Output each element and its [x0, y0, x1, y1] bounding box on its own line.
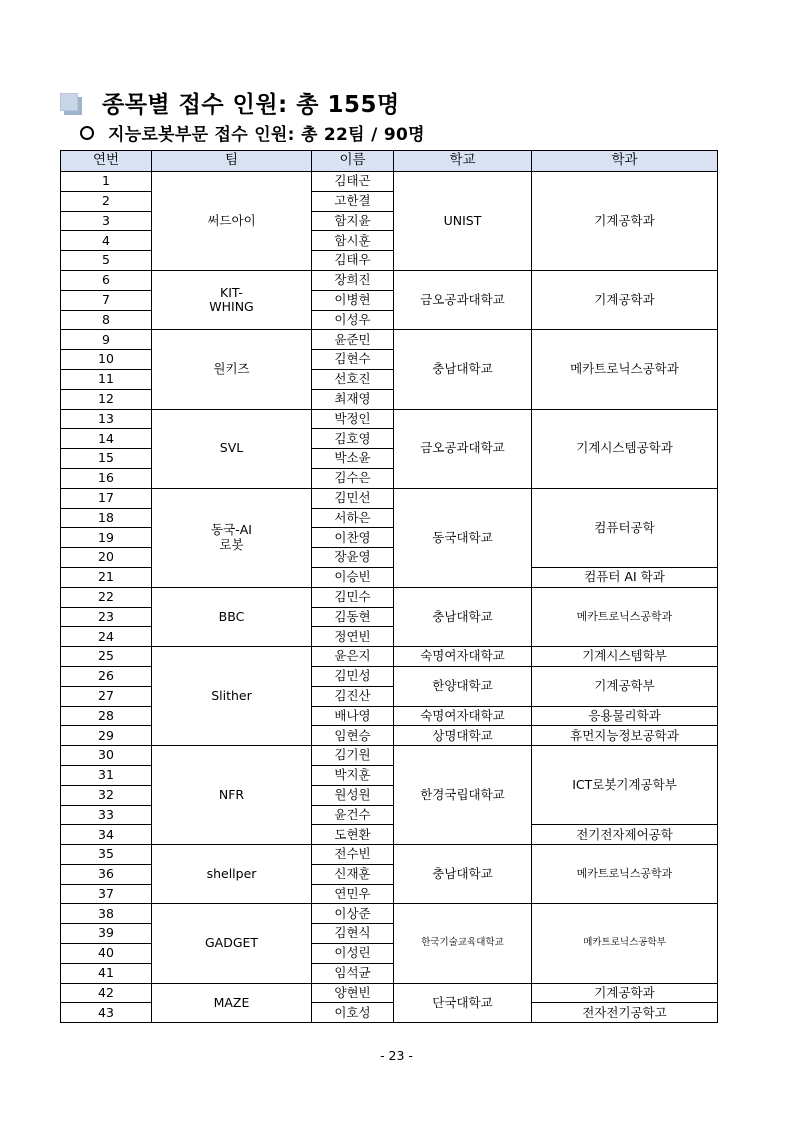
- row-number: 28: [61, 706, 152, 726]
- school-name: 숙명여자대학교: [394, 647, 532, 667]
- school-name: 숙명여자대학교: [394, 706, 532, 726]
- row-number: 2: [61, 191, 152, 211]
- row-number: 6: [61, 270, 152, 290]
- member-name: 정연빈: [312, 627, 394, 647]
- member-name: 장희진: [312, 270, 394, 290]
- row-number: 43: [61, 1003, 152, 1023]
- row-number: 30: [61, 746, 152, 766]
- team-name: BBC: [152, 587, 312, 646]
- department-name: 기계시스템공학과: [532, 409, 718, 488]
- row-number: 19: [61, 528, 152, 548]
- member-name: 이성린: [312, 944, 394, 964]
- member-name: 원성원: [312, 785, 394, 805]
- member-name: 함시훈: [312, 231, 394, 251]
- row-number: 41: [61, 963, 152, 983]
- member-name: 선호진: [312, 369, 394, 389]
- school-name: UNIST: [394, 172, 532, 271]
- member-name: 연민우: [312, 884, 394, 904]
- member-name: 이병현: [312, 290, 394, 310]
- member-name: 김호영: [312, 429, 394, 449]
- department-name: 컴퓨터 AI 학과: [532, 567, 718, 587]
- member-name: 김기원: [312, 746, 394, 766]
- row-number: 22: [61, 587, 152, 607]
- table-row: [61, 746, 718, 766]
- member-name: 양현빈: [312, 983, 394, 1003]
- team-name: shellper: [152, 845, 312, 904]
- table-row: [61, 587, 718, 607]
- member-name: 고한결: [312, 191, 394, 211]
- row-number: 8: [61, 310, 152, 330]
- department-name: 기계공학과: [532, 983, 718, 1003]
- team-name: KIT- WHING: [152, 270, 312, 329]
- department-name: 메카트로닉스공학과: [532, 330, 718, 409]
- member-name: 윤은지: [312, 647, 394, 667]
- department-name: ICT로봇기계공학부: [532, 746, 718, 825]
- row-number: 32: [61, 785, 152, 805]
- row-number: 24: [61, 627, 152, 647]
- row-number: 15: [61, 449, 152, 469]
- row-number: 39: [61, 924, 152, 944]
- member-name: 김민선: [312, 488, 394, 508]
- school-name: 금오공과대학교: [394, 409, 532, 488]
- member-name: 김태곤: [312, 172, 394, 192]
- department-name: 메카트로닉스공학과: [532, 587, 718, 646]
- department-name: 응용물리학과: [532, 706, 718, 726]
- team-name: GADGET: [152, 904, 312, 983]
- team-name: SVL: [152, 409, 312, 488]
- department-name: 전자전기공학고: [532, 1003, 718, 1023]
- page-number: - 23 -: [380, 1048, 413, 1063]
- table-body: [61, 172, 718, 1023]
- row-number: 27: [61, 686, 152, 706]
- member-name: 김민수: [312, 587, 394, 607]
- member-name: 신재훈: [312, 864, 394, 884]
- row-number: 35: [61, 845, 152, 865]
- row-number: 42: [61, 983, 152, 1003]
- school-name: 한국기술교육대학교: [394, 904, 532, 983]
- table-row: [61, 647, 718, 667]
- row-number: 1: [61, 172, 152, 192]
- subheading-text: 지능로봇부문 접수 인원: 총 22팀 / 90명: [108, 125, 425, 145]
- member-name: 박소윤: [312, 449, 394, 469]
- row-number: 21: [61, 567, 152, 587]
- team-name: 동국-AI 로봇: [152, 488, 312, 587]
- header-number: 연번: [61, 151, 152, 172]
- school-name: 단국대학교: [394, 983, 532, 1023]
- row-number: 26: [61, 666, 152, 686]
- member-name: 전수빈: [312, 845, 394, 865]
- team-name: Slither: [152, 647, 312, 746]
- row-number: 40: [61, 944, 152, 964]
- row-number: 20: [61, 548, 152, 568]
- team-name: 원키즈: [152, 330, 312, 409]
- row-number: 25: [61, 647, 152, 667]
- row-number: 7: [61, 290, 152, 310]
- row-number: 4: [61, 231, 152, 251]
- row-number: 23: [61, 607, 152, 627]
- department-name: 전기전자제어공학: [532, 825, 718, 845]
- school-name: 충남대학교: [394, 587, 532, 646]
- member-name: 김현수: [312, 350, 394, 370]
- member-name: 이성우: [312, 310, 394, 330]
- row-number: 36: [61, 864, 152, 884]
- department-name: 메카트로닉스공학부: [532, 904, 718, 983]
- header-team: 팀: [152, 151, 312, 172]
- member-name: 김현식: [312, 924, 394, 944]
- member-name: 박지훈: [312, 765, 394, 785]
- row-number: 33: [61, 805, 152, 825]
- member-name: 임석균: [312, 963, 394, 983]
- row-number: 16: [61, 468, 152, 488]
- member-name: 김동현: [312, 607, 394, 627]
- member-name: 최재영: [312, 389, 394, 409]
- row-number: 14: [61, 429, 152, 449]
- department-name: 메카트로닉스공학과: [532, 845, 718, 904]
- row-number: 17: [61, 488, 152, 508]
- department-name: 컴퓨터공학: [532, 488, 718, 567]
- table-row: [61, 330, 718, 350]
- team-name: MAZE: [152, 983, 312, 1023]
- table-row: [61, 270, 718, 290]
- row-number: 31: [61, 765, 152, 785]
- header-department: 학과: [532, 151, 718, 172]
- member-name: 이상준: [312, 904, 394, 924]
- registration-table: [60, 150, 718, 1023]
- department-name: 기계공학과: [532, 172, 718, 271]
- row-number: 34: [61, 825, 152, 845]
- member-name: 임현승: [312, 726, 394, 746]
- section-heading: [60, 86, 400, 119]
- row-number: 10: [61, 350, 152, 370]
- school-name: 상명대학교: [394, 726, 532, 746]
- circle-bullet-icon: [80, 126, 94, 140]
- square-bullet-icon: [60, 93, 80, 113]
- department-name: 기계시스템학부: [532, 647, 718, 667]
- row-number: 37: [61, 884, 152, 904]
- member-name: 김수은: [312, 468, 394, 488]
- row-number: 9: [61, 330, 152, 350]
- row-number: 3: [61, 211, 152, 231]
- department-name: 기계공학과: [532, 270, 718, 329]
- row-number: 18: [61, 508, 152, 528]
- member-name: 윤건수: [312, 805, 394, 825]
- member-name: 도현환: [312, 825, 394, 845]
- member-name: 이찬영: [312, 528, 394, 548]
- member-name: 윤준민: [312, 330, 394, 350]
- school-name: 충남대학교: [394, 330, 532, 409]
- heading-text: 종목별 접수 인원: 총 155명: [102, 92, 400, 118]
- row-number: 11: [61, 369, 152, 389]
- department-name: 휴먼지능정보공학과: [532, 726, 718, 746]
- header-name: 이름: [312, 151, 394, 172]
- member-name: 김태우: [312, 251, 394, 271]
- department-name: 기계공학부: [532, 666, 718, 706]
- member-name: 김진산: [312, 686, 394, 706]
- member-name: 이승빈: [312, 567, 394, 587]
- member-name: 이호성: [312, 1003, 394, 1023]
- member-name: 배나영: [312, 706, 394, 726]
- table-header-row: [61, 151, 718, 172]
- row-number: 12: [61, 389, 152, 409]
- member-name: 박정인: [312, 409, 394, 429]
- subsection-heading: [80, 120, 425, 145]
- school-name: 한경국립대학교: [394, 746, 532, 845]
- table-row: [61, 983, 718, 1003]
- table-row: [61, 845, 718, 865]
- team-name: NFR: [152, 746, 312, 845]
- member-name: 함지윤: [312, 211, 394, 231]
- table-row: [61, 172, 718, 192]
- header-school: 학교: [394, 151, 532, 172]
- member-name: 장윤영: [312, 548, 394, 568]
- school-name: 충남대학교: [394, 845, 532, 904]
- member-name: 김민성: [312, 666, 394, 686]
- team-name: 써드아이: [152, 172, 312, 271]
- school-name: 금오공과대학교: [394, 270, 532, 329]
- table-row: [61, 409, 718, 429]
- row-number: 5: [61, 251, 152, 271]
- table-row: [61, 488, 718, 508]
- member-name: 서하은: [312, 508, 394, 528]
- school-name: 한양대학교: [394, 666, 532, 706]
- row-number: 29: [61, 726, 152, 746]
- school-name: 동국대학교: [394, 488, 532, 587]
- row-number: 38: [61, 904, 152, 924]
- row-number: 13: [61, 409, 152, 429]
- table-row: [61, 904, 718, 924]
